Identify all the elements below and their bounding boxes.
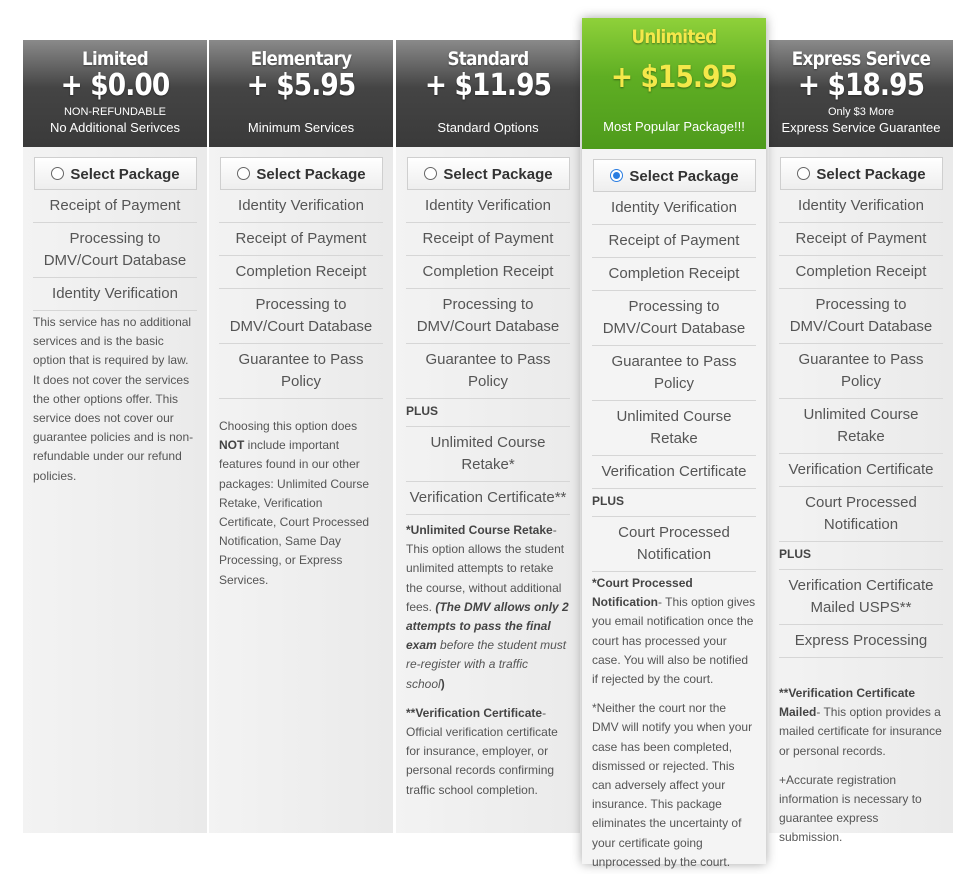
feature-item: Identity Verification [592,192,756,225]
feature-item: Guarantee to Pass Policy [779,344,943,399]
package-header [23,40,207,147]
feature-item: Processing to DMV/Court Database [406,289,570,344]
package-subtitle: Minimum Services [247,120,355,135]
package-subtitle: No Additional Serivces [49,120,181,135]
feature-item: Identity Verification [779,190,943,223]
feature-item: Guarantee to Pass Policy [219,344,383,399]
package-price: + $11.95 [424,68,552,103]
feature-item: Unlimited Course Retake* [406,427,570,482]
feature-item: Completion Receipt [592,258,756,291]
radio-icon[interactable] [424,167,437,180]
feature-item: Receipt of Payment [592,225,756,258]
package-name: Unlimited [631,26,717,48]
feature-item: Completion Receipt [219,256,383,289]
package-name: Limited [82,48,148,70]
feature-item: Unlimited Course Retake [592,401,756,456]
radio-icon[interactable] [797,167,810,180]
feature-item: Verification Certificate [779,454,943,487]
feature-item: Receipt of Payment [779,223,943,256]
feature-item: Guarantee to Pass Policy [592,346,756,401]
package-tag: Only $3 More [827,106,895,118]
plus-label: PLUS [779,542,943,570]
package-tag: NON-REFUNDABLE [63,106,167,118]
feature-item: Receipt of Payment [219,223,383,256]
package-price: + $0.00 [60,68,170,103]
feature-item: Identity Verification [406,190,570,223]
select-package-button[interactable]: Select Package [220,157,383,190]
package-subtitle: Standard Options [437,120,539,135]
feature-item: Verification Certificate [592,456,756,489]
package-note: *Unlimited Course Retake- This option allows the student unlimited attempts to retake the course, without additional fees. (The DMV allows only 2 attempts to pass the final exam before the student must re-register with a traffic school) **Verification Certificate- Official verification certificate for insurance, employer, or personal records confirming traffic school completion. [406,523,569,797]
package-name: Elementary [250,48,352,70]
select-package-button[interactable]: Select Package [34,157,197,190]
package-price: + $15.95 [610,60,738,95]
feature-item: Unlimited Course Retake [779,399,943,454]
feature-item: Express Processing [779,625,943,658]
plus-label: PLUS [592,489,756,517]
feature-item: Processing to DMV/Court Database [33,223,197,278]
feature-item: Completion Receipt [406,256,570,289]
package-name: Standard [447,48,529,70]
package-column-unlimited [582,18,766,869]
package-note: Choosing this option does NOT include important features found in our other packages: Unlimited Course Retake, Verification Certificate, Court Processed Notification, Same Day Processing, or Express Services. [219,419,370,587]
radio-icon[interactable] [51,167,64,180]
package-header [769,40,953,147]
package-note: *Court Processed Notification- This option gives you email notification once the court has processed your case. You will also be notified if rejected by the court. *Neither the court nor the DMV will notify you when your case has been completed, dismissed or rejected. This can adversely affect your insurance. This package eliminates the uncertainty of your certificate going unprocessed by the court. [592,576,756,869]
feature-item: Guarantee to Pass Policy [406,344,570,399]
select-package-button[interactable]: Select Package [407,157,570,190]
package-header [582,18,766,149]
package-column-standard [396,40,580,833]
feature-item: Court Processed Notification [592,517,756,572]
feature-item: Receipt of Payment [406,223,570,256]
package-price: + $18.95 [797,68,925,103]
package-note: **Verification Certificate Mailed- This option provides a mailed certificate for insurance or personal records. +Accurate registration information is necessary to guarantee express submission. [779,686,942,845]
package-column-limited [23,40,207,833]
feature-item: Court Processed Notification [779,487,943,542]
package-price: + $5.95 [246,68,356,103]
package-column-express [769,40,953,845]
feature-item: Identity Verification [219,190,383,223]
feature-item: Verification Certificate** [406,482,570,515]
radio-selected-icon[interactable] [610,169,623,182]
feature-item: Verification Certificate Mailed USPS** [779,570,943,625]
package-note: This service has no additional services and is the basic option that is required by law. It does not cover the services the other options offer. This service does not cover our guarantee policies and is non-refundable under our refund policies. [33,315,194,483]
feature-item: Processing to DMV/Court Database [779,289,943,344]
plus-label: PLUS [406,399,570,427]
select-package-button[interactable]: Select Package [780,157,943,190]
package-subtitle: Express Service Guarantee [781,120,941,135]
radio-icon[interactable] [237,167,250,180]
select-package-button[interactable]: Select Package [593,159,756,192]
package-name: Express Serivce [791,48,931,70]
feature-item: Processing to DMV/Court Database [592,291,756,346]
feature-item: Completion Receipt [779,256,943,289]
package-header [396,40,580,147]
package-subtitle: Most Popular Package!!! [603,119,745,134]
feature-item: Identity Verification [33,278,197,311]
feature-item: Receipt of Payment [33,190,197,223]
package-header [209,40,393,147]
package-column-elementary [209,40,393,833]
feature-item: Processing to DMV/Court Database [219,289,383,344]
